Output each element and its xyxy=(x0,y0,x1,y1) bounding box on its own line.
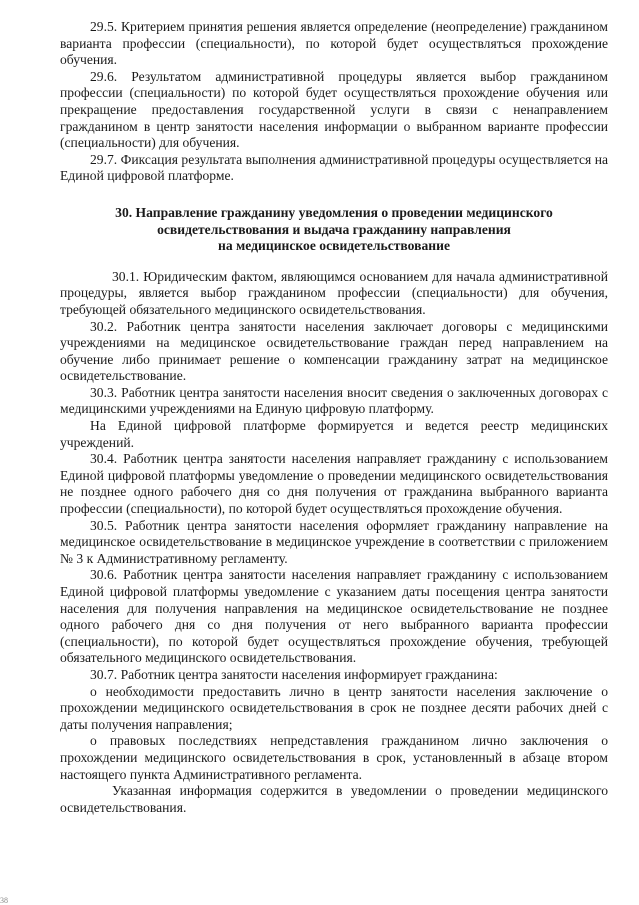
paragraph-30-7-final: Указанная информация содержится в уведомлении о проведении медицинского освидетельствования. xyxy=(60,783,608,815)
paragraph-29-5: 29.5. Критерием принятия решения является определение (неопределение) гражданином варианта профессии (специальности), по которой будет осуществляться прохождение обучения. xyxy=(60,19,608,68)
section-heading-line-3: на медицинское освидетельствование xyxy=(218,238,450,254)
paragraph-30-3-registry: На Единой цифровой платформе формируется и ведется реестр медицинских учреждений. xyxy=(60,418,608,450)
paragraph-30-1: 30.1. Юридическим фактом, являющимся основанием для начала административной процедуры, является выбор гражданином профессии (специальности) для обучения, требующей обязательного медицинского освидетельствования. xyxy=(60,268,608,317)
paragraph-30-5: 30.5. Работник центра занятости населения оформляет гражданину направление на медицинское освидетельствование в медицинское учреждение в соответствии с приложением № 3 к Административному регламенту. xyxy=(60,517,608,566)
paragraph-29-6: 29.6. Результатом административной процедуры является выбор гражданином профессии (специальности) по которой будет осуществляться прохождение обучения или прекращение предоставления государственной услуги в связи с ненаправлением гражданином в центр занятости населения информации о выбранном варианте профессии (специальности) для обучения. xyxy=(60,68,608,151)
paragraph-30-4: 30.4. Работник центра занятости населения направляет гражданину с использованием Единой цифровой платформы уведомление о проведении медицинского освидетельствования не позднее одного рабочего дня со дня получения от гражданина выбранного варианта профессии (специальности), по которой будет осуществляться прохождение обучения. xyxy=(60,451,608,517)
section-heading-line-1: 30. Направление гражданину уведомления о проведении медицинского xyxy=(115,204,553,220)
paragraph-30-7: 30.7. Работник центра занятости населения информирует гражданина: xyxy=(90,666,498,682)
paragraph-29-7: 29.7. Фиксация результата выполнения административной процедуры осуществляется на Единой цифровой платформе. xyxy=(60,151,608,184)
section-heading-line-2: освидетельствования и выдача гражданину направления xyxy=(157,221,511,237)
section-heading-30 xyxy=(60,205,608,255)
paragraph-30-7-item-b: о правовых последствиях непредставления гражданином лично заключения о прохождении медицинского освидетельствования в срок, установленный в абзаце втором настоящего пункта Административного регламента. xyxy=(60,733,608,782)
paragraph-30-6: 30.6. Работник центра занятости населения направляет гражданину с использованием Единой цифровой платформы уведомление с указанием даты посещения центра занятости населения для получения направления на медицинское освидетельствование не позднее одного рабочего дня со дня получения от него выбранного варианта профессии (специальности), по которой будет осуществляться прохождение обучения, требующей обязательного медицинского освидетельствования. xyxy=(60,567,608,666)
paragraph-30-3: 30.3. Работник центра занятости населения вносит сведения о заключенных договорах с медицинскими учреждениями на Единую цифровую платформу. xyxy=(60,384,608,417)
page-mark: 38 xyxy=(0,896,8,905)
paragraph-30-2: 30.2. Работник центра занятости населения заключает договоры с медицинскими учреждениями на медицинское освидетельствование граждан перед направлением на обучение либо принимает решение о компенсации гражданину затрат на медицинское освидетельствование. xyxy=(60,318,608,384)
paragraph-30-7-item-a: о необходимости предоставить лично в центр занятости населения заключение о прохождении медицинского освидетельствования в срок не позднее десяти рабочих дней с даты получения направления; xyxy=(60,683,608,732)
